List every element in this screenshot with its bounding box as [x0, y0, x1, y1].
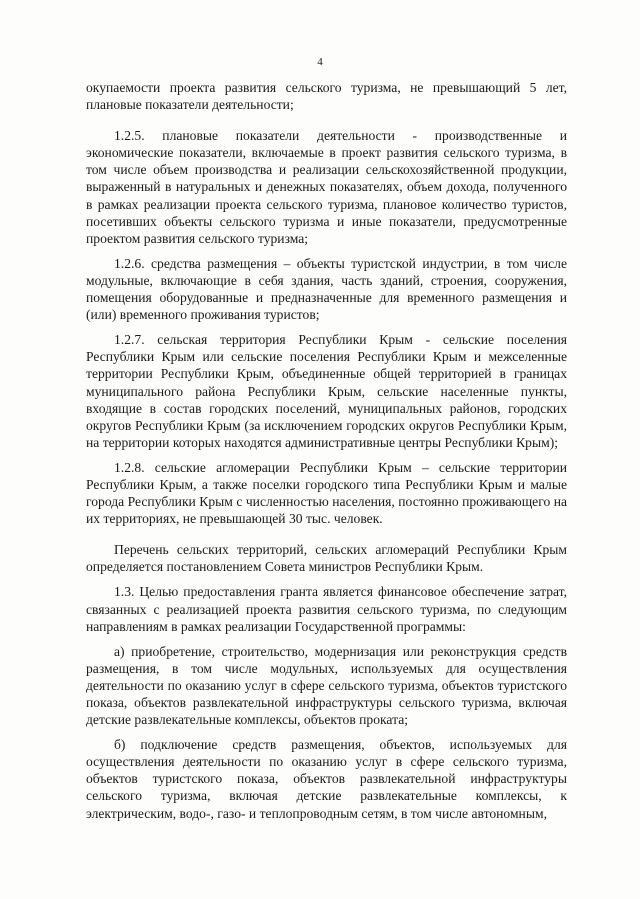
paragraph-1-2-7: 1.2.7. сельская территория Республики Крым - сельские поселения Республики Крым или сельские поселения Республики Крым и межселенные территории Республики Крым, объединенные общей территорией в границах муниципального района Республики Крым, сельские населенные пункты, входящие в состав городских поселений, муниципальных районов, городских округов Республики Крым (за исключением городских округов Республики Крым, на территории которых находятся административные центры Республики Крым); [86, 332, 567, 450]
paragraph-1-2-5: 1.2.5. плановые показатели деятельности - производственные и экономические показатели, включаемые в проект развития сельского туризма, в том числе объем производства и реализации сельскохозяйственной продукции, выраженный в натуральных и денежных показателях, объем дохода, полученного в рамках реализации проекта сельского туризма, плановое количество туристов, посетивших объекты сельского туризма и иные показатели, предусмотренные проектом развития сельского туризма; [86, 128, 567, 246]
paragraph-territory-list: Перечень сельских территорий, сельских агломераций Республики Крым определяется постановлением Совета министров Республики Крым. [86, 542, 567, 575]
page-number: 4 [317, 56, 323, 68]
paragraph-1-2-6: 1.2.6. средства размещения – объекты туристской индустрии, в том числе модульные, включающие в себя здания, часть зданий, строения, сооружения, помещения оборудованные и предназначенные для временного размещения и (или) временного проживания туристов; [86, 255, 567, 323]
document-body [86, 79, 567, 822]
paragraph-continuation: окупаемости проекта развития сельского туризма, не превышающий 5 лет, плановые показатели деятельности; [86, 80, 567, 113]
paragraph-item-a: а) приобретение, строительство, модернизация или реконструкция средств размещения, в том числе модульных, используемых для осуществления деятельности по оказанию услуг в сфере сельского туризма, объектов туристского показа, объектов развлекательной инфраструктуры сельского туризма, включая детские развлекательные комплексы, объектов проката; [86, 643, 567, 728]
paragraph-1-2-8: 1.2.8. сельские агломерации Республики Крым – сельские территории Республики Крым, а также поселки городского типа Республики Крым и малые города Республики Крым с численностью населения, постоянно проживающего на их территориях, не превышающей 30 тыс. человек. [86, 459, 567, 527]
paragraph-item-b: б) подключение средств размещения, объектов, используемых для осуществления деятельности по оказанию услуг в сфере сельского туризма, объектов туристского показа, объектов развлекательной инфраструктуры сельского туризма, включая детские развлекательные комплексы, к электрическим, водо-, газо- и теплопроводным сетям, в том числе автономным, [86, 737, 567, 821]
paragraph-1-3: 1.3. Целью предоставления гранта является финансовое обеспечение затрат, связанных с реализацией проекта развития сельского туризма, по следующим направлениям в рамках реализации Государственной программы: [86, 584, 567, 634]
